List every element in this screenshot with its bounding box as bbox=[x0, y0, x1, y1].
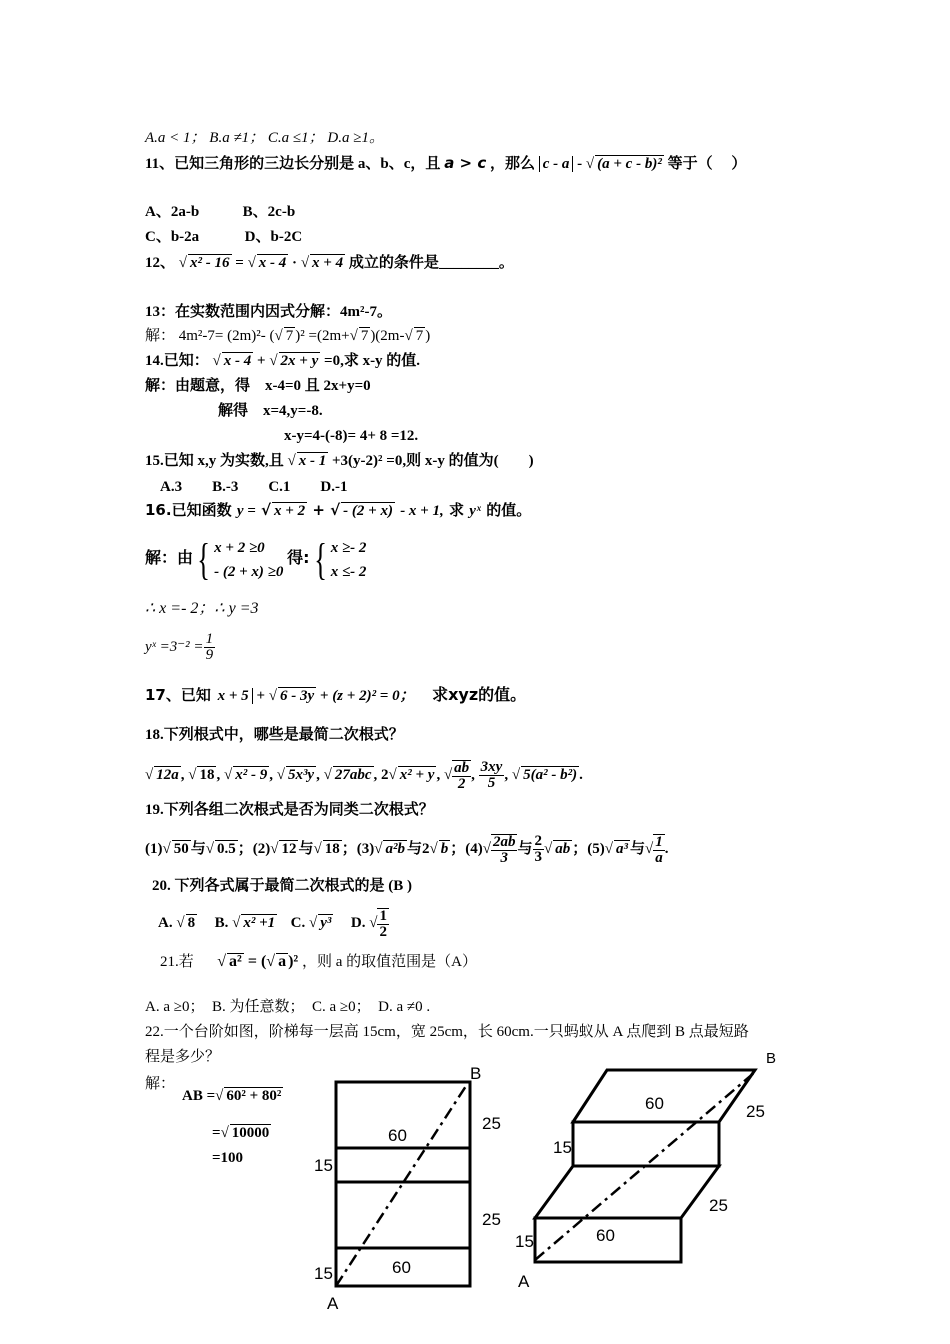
q19-rad-2a: 12 bbox=[281, 841, 297, 857]
q12-rad-2: x - 4 bbox=[258, 255, 287, 271]
right-label-15-top: 15 bbox=[553, 1138, 572, 1157]
q19-sqrt-5b bbox=[645, 841, 653, 857]
q16-therefore: ∴ x =- 2；∴ y =3 bbox=[145, 600, 259, 617]
right-label-b: B bbox=[766, 1050, 777, 1067]
q15-tail: +3(y-2)² =0,则 x-y 的值为( ) bbox=[332, 453, 534, 469]
q18-sqrt-sign-2 bbox=[188, 767, 196, 783]
q13-sol-b: )² =(2m+ bbox=[295, 328, 350, 344]
q18-rad-6: x² + y bbox=[399, 767, 435, 783]
q13-solution bbox=[145, 326, 430, 346]
q17-num: 17、已知 bbox=[145, 686, 211, 704]
q11-mid: ，那么 bbox=[489, 156, 535, 172]
q19-frac-4b-num: 2 bbox=[534, 833, 542, 850]
q18-stem: 18.下列根式中，哪些是最简二次根式？ bbox=[145, 727, 404, 743]
q11-opt-c: C、b-2a bbox=[145, 229, 200, 245]
q13-sqrt-sign-a bbox=[275, 328, 283, 344]
q11-stem: 11、已知三角形的三边长分别是 a、b、c，且 bbox=[145, 156, 441, 172]
q16-derived-2: x ≤- 2 bbox=[330, 563, 367, 580]
q18-sqrt-sign-3 bbox=[224, 767, 232, 783]
q14-num: 14.已知： bbox=[145, 353, 209, 369]
q14-plus: + bbox=[257, 353, 266, 369]
q21-expr bbox=[217, 953, 298, 970]
q19-rad-1b: 0.5 bbox=[216, 841, 236, 857]
q19-rad-1a: 50 bbox=[173, 841, 189, 857]
q22-stem-1: 22.一个台阶如图，阶梯每一层高 15cm，宽 25cm，长 60cm.一只蚂蚁从 A 点爬到 B 点最短路 bbox=[145, 1024, 749, 1040]
q19-sqrt-5a bbox=[605, 841, 613, 857]
q18-radicals: √ 12a , √ 18 , √ x² - 9 , √ 5x³y , √ 27abc , 2√ x² + y , √ $\frac{ab}{2}$ , $\frac{3xy}{5}$ , √ 5(a² - b²) . bbox=[145, 755, 583, 795]
q19-rad-3a: a²b bbox=[385, 841, 405, 857]
q17-ask: 求xyz的值。 bbox=[432, 685, 527, 704]
q17-tail: + (z + 2)² = 0； bbox=[319, 688, 415, 704]
q14-sqrt-sign-1 bbox=[213, 353, 221, 369]
q17-line bbox=[145, 685, 526, 706]
q19-sqrt-1a bbox=[163, 841, 171, 857]
q12-rad-3: x + 4 bbox=[312, 255, 344, 271]
q19-frac-5-num: 1 bbox=[655, 833, 663, 850]
q20-frac-d-den: 2 bbox=[379, 923, 387, 940]
q16-brace-right: { bbox=[313, 534, 327, 584]
q16-res-den: 9 bbox=[205, 647, 214, 664]
q21-rad-1: a² bbox=[229, 953, 242, 970]
q19-yu-5: 与 bbox=[629, 839, 645, 857]
q22-sol-line2 bbox=[212, 1123, 271, 1143]
q12-dot: · bbox=[292, 255, 298, 271]
q19-sqrt-4b bbox=[544, 841, 552, 857]
q18-rad-5: 27abc bbox=[334, 767, 372, 783]
q20-frac-d-num: 1 bbox=[379, 907, 387, 924]
q22-stem-2: 程是多少？ bbox=[145, 1049, 221, 1065]
q17-sqrt-sign bbox=[269, 688, 277, 704]
q15-stem-line bbox=[145, 451, 534, 471]
staircase-diagram-right bbox=[525, 1050, 775, 1280]
q16-func-y: y = bbox=[236, 503, 256, 519]
q15-rad: x - 1 bbox=[298, 453, 327, 469]
q16-get: 得: bbox=[287, 548, 310, 567]
right-label-a: A bbox=[518, 1272, 530, 1291]
q17-abs: x + 5 bbox=[215, 688, 253, 704]
q18-frac-7-den: 2 bbox=[457, 775, 466, 792]
q13-sol-d: ) bbox=[425, 328, 431, 344]
q16-conditions bbox=[214, 536, 283, 584]
q16-res-frac bbox=[204, 632, 216, 663]
left-label-15-top: 15 bbox=[314, 1156, 333, 1175]
q22-sol-label: 解： bbox=[145, 1076, 176, 1092]
q20-sqrt-c bbox=[309, 915, 317, 931]
q12-eq: = bbox=[235, 255, 244, 271]
left-label-25-bottom: 25 bbox=[482, 1210, 501, 1229]
q16-ask: 求 bbox=[448, 501, 464, 519]
q19-frac-4a-num: 2ab bbox=[492, 833, 516, 850]
q22-rad-2: 10000 bbox=[231, 1125, 270, 1141]
q21-tail: ，则 a 的取值范围是（A） bbox=[301, 954, 477, 970]
q19-frac-5-den: a bbox=[655, 849, 663, 866]
q22-sol-line1 bbox=[182, 1086, 283, 1106]
q20-frac-d bbox=[377, 908, 389, 940]
q20-stem: 20. 下列各式属于最简二次根式的是 (B ) bbox=[152, 878, 412, 894]
q14-sqrt-sign-2 bbox=[269, 353, 277, 369]
q19-frac-4a bbox=[491, 834, 518, 866]
q21-rad-2: a bbox=[278, 953, 287, 970]
q19-stem: 19.下列各组二次根式是否为同类二次根式？ bbox=[145, 802, 434, 818]
q19-frac-4b bbox=[533, 834, 545, 865]
q19-p3: (3) bbox=[356, 841, 375, 857]
q18-frac-7 bbox=[452, 760, 471, 792]
q20-sqrt-a bbox=[176, 915, 184, 931]
q19-sqrt-4a bbox=[483, 841, 491, 857]
q19-frac-4a-den: 3 bbox=[500, 849, 508, 866]
q19-sep-2: ； bbox=[341, 841, 357, 857]
q18-rad-9: 5(a² - b²) bbox=[523, 767, 578, 783]
q11-stem-line bbox=[145, 153, 746, 174]
q11-options-ab bbox=[145, 202, 295, 222]
q20-rad-a: 8 bbox=[187, 915, 196, 931]
left-label-a: A bbox=[327, 1294, 339, 1313]
q20-opt-d: D. bbox=[350, 915, 366, 931]
q14-rad-1: x - 4 bbox=[223, 353, 252, 369]
q12-sqrt-sign-2 bbox=[248, 255, 256, 271]
q14-rad-2: 2x + y bbox=[280, 353, 319, 369]
q21-options: A. a ≥0； B. 为任意数； C. a ≥0； D. a ≠0 . bbox=[145, 999, 431, 1015]
q13-rad-c: 7 bbox=[415, 328, 424, 344]
q13-sqrt-sign-b bbox=[350, 328, 358, 344]
q21-num: 21.若 bbox=[160, 954, 194, 970]
q11-minus: - bbox=[577, 156, 583, 172]
q12-num: 12、 bbox=[145, 255, 176, 271]
q13-sol-c: )(2m- bbox=[370, 328, 405, 344]
q16-func-tail: - x + 1, bbox=[400, 503, 444, 519]
q17-rad: 6 - 3y bbox=[279, 688, 315, 704]
q19-end: . bbox=[664, 841, 669, 857]
q22-sqrt-1 bbox=[215, 1088, 223, 1104]
q19-coef-3: 2 bbox=[422, 841, 430, 857]
q18-frac-7-num: ab bbox=[454, 759, 470, 776]
q11-opt-a: A、2a-b bbox=[145, 204, 200, 220]
q19-rad-3b: b bbox=[440, 841, 449, 857]
q19-sqrt-3a bbox=[374, 841, 382, 857]
q16-brace-left: { bbox=[197, 534, 210, 584]
q22-sol-line3: =100 bbox=[212, 1150, 244, 1166]
right-label-60-top: 60 bbox=[645, 1094, 664, 1113]
q16-rad-1: x + 2 bbox=[274, 503, 306, 519]
q18-sqrt-sign-6 bbox=[389, 767, 397, 783]
q15-sqrt-sign bbox=[288, 453, 296, 469]
q14-stem-line bbox=[145, 351, 420, 371]
left-label-b: B bbox=[470, 1064, 482, 1083]
q19-yu-2: 与 bbox=[298, 839, 314, 857]
q22-ab: AB = bbox=[182, 1088, 216, 1104]
q22-eq2: = bbox=[212, 1125, 221, 1141]
q19-p5: (5) bbox=[587, 841, 605, 857]
q16-plus: + bbox=[312, 501, 325, 519]
q16-res-num: 1 bbox=[205, 631, 214, 648]
q16-stem: 16.已知函数 bbox=[145, 501, 232, 519]
q19-rad-2b: 18 bbox=[324, 841, 340, 857]
staircase-diagram-left bbox=[300, 1060, 520, 1320]
q19-frac-4b-den: 3 bbox=[534, 849, 542, 866]
q11-sqrt-sign bbox=[586, 156, 594, 172]
q15-stem: 15.已知 x,y 为实数,且 bbox=[145, 453, 284, 469]
q16-solution-system bbox=[145, 534, 366, 584]
q13-stem: 13：在实数范围内因式分解：4m²-7。 bbox=[145, 304, 392, 320]
left-label-25-top: 25 bbox=[482, 1114, 501, 1133]
q20-options bbox=[158, 903, 389, 943]
q19-sqrt-3b bbox=[430, 841, 438, 857]
q18-frac-8 bbox=[479, 760, 505, 791]
q18-sqrt-sign-9 bbox=[512, 767, 520, 783]
q18-sqrt-sign-7 bbox=[444, 767, 452, 783]
q22-sqrt-2 bbox=[221, 1125, 229, 1141]
q19-p1: (1) bbox=[145, 841, 163, 857]
q11-tail: 等于（ ） bbox=[667, 156, 747, 172]
q11-abs: c - a bbox=[539, 156, 574, 172]
right-label-60-bottom: 60 bbox=[596, 1226, 615, 1245]
q12-sqrt-sign-1 bbox=[179, 255, 187, 271]
q13-sqrt-sign-c bbox=[404, 328, 412, 344]
q16-result bbox=[145, 628, 215, 666]
q18-frac-8-den: 5 bbox=[487, 775, 496, 792]
q19-sqrt-2b bbox=[314, 841, 322, 857]
q21-close: )² bbox=[288, 953, 299, 970]
q14-tail: =0,求 x-y 的值. bbox=[324, 353, 421, 369]
q19-p4: (4) bbox=[465, 841, 483, 857]
q11-opt-d: D、b-2C bbox=[244, 229, 303, 245]
q11-opt-b: B、2c-b bbox=[242, 204, 296, 220]
right-label-25-top: 25 bbox=[746, 1102, 765, 1121]
q16-sqrt-sign-2 bbox=[330, 501, 340, 519]
q18-rad-3: x² - 9 bbox=[235, 767, 268, 783]
q16-derived-1: x ≥- 2 bbox=[330, 539, 367, 556]
q18-sqrt-sign-1 bbox=[145, 767, 153, 783]
q13-sol-a: 解： 4m²-7= (2m)²- ( bbox=[145, 328, 275, 344]
q11-cond: a > c bbox=[444, 154, 487, 172]
q20-opt-c: C. bbox=[290, 915, 306, 931]
right-label-15-bottom: 15 bbox=[515, 1232, 534, 1251]
q13-rad-b: 7 bbox=[360, 328, 369, 344]
q17-plus: + bbox=[256, 688, 265, 704]
q16-ask-tail: 的值。 bbox=[486, 501, 532, 519]
q19-sep-1: ； bbox=[237, 841, 253, 857]
q16-yx: yˣ bbox=[469, 503, 481, 519]
q18-end: . bbox=[579, 767, 583, 783]
q19-yu-3: 与 bbox=[406, 839, 422, 857]
q20-rad-c: y³ bbox=[320, 915, 332, 931]
right-upper-riser bbox=[573, 1122, 719, 1166]
q16-sol-label: 解：由 bbox=[145, 548, 194, 567]
q12-line bbox=[145, 253, 514, 273]
q21-eq: = ( bbox=[247, 953, 267, 970]
q21-sqrt-2 bbox=[266, 953, 275, 970]
left-label-60-bottom: 60 bbox=[392, 1258, 411, 1277]
q10-options: A.a < 1； B.a ≠1； C.a ≤1； D.a ≥1。 bbox=[145, 130, 384, 146]
q18-coef-6: 2 bbox=[381, 767, 389, 783]
q16-sqrt-sign-1 bbox=[261, 501, 271, 519]
q18-sqrt-sign-5 bbox=[324, 767, 332, 783]
q18-sqrt-sign-4 bbox=[277, 767, 285, 783]
q19-sqrt-2a bbox=[270, 841, 278, 857]
q16-stem-line bbox=[145, 500, 531, 521]
right-label-25-bottom: 25 bbox=[709, 1196, 728, 1215]
left-label-15-bottom: 15 bbox=[314, 1264, 333, 1283]
q16-cond-1: x + 2 ≥0 bbox=[214, 539, 265, 556]
q19-frac-5 bbox=[653, 834, 665, 866]
q12-sqrt-sign-3 bbox=[301, 255, 309, 271]
q18-rad-1: 12a bbox=[156, 767, 179, 783]
q21-stem-line bbox=[160, 948, 477, 976]
q16-cond-2: - (2 + x) ≥0 bbox=[214, 563, 284, 580]
q19-yu-1: 与 bbox=[190, 839, 206, 857]
q12-rad-1: x² - 16 bbox=[190, 255, 230, 271]
q19-rad-5a: a³ bbox=[615, 841, 628, 857]
left-label-60-top: 60 bbox=[388, 1126, 407, 1145]
q15-options: A.3 B.-3 C.1 D.-1 bbox=[160, 479, 348, 495]
q14-sol-line2: 解得 x=4,y=-8. bbox=[218, 403, 323, 419]
q13-rad-a: 7 bbox=[285, 328, 294, 344]
q11-options-cd bbox=[145, 227, 302, 247]
q19-rad-4b: ab bbox=[555, 841, 571, 857]
q19-sep-4: ； bbox=[572, 841, 588, 857]
right-lower-tread bbox=[535, 1166, 719, 1218]
q14-sol-line3: x-y=4-(-8)= 4+ 8 =12. bbox=[284, 428, 419, 444]
q20-opt-a: A. bbox=[158, 915, 173, 931]
q11-rad: (a + c - b)² bbox=[597, 156, 662, 172]
q16-derived bbox=[331, 536, 367, 584]
q20-opt-b: B. bbox=[214, 915, 229, 931]
q19-groups bbox=[145, 826, 668, 871]
q18-frac-8-num: 3xy bbox=[480, 759, 503, 776]
q20-sqrt-d bbox=[369, 915, 377, 931]
q12-tail: 成立的条件是________。 bbox=[348, 255, 514, 271]
left-path-line bbox=[336, 1086, 466, 1286]
q14-sol-line1: 解：由题意，得 x-4=0 且 2x+y=0 bbox=[145, 378, 371, 394]
q19-sqrt-1b bbox=[206, 841, 214, 857]
q19-yu-4: 与 bbox=[517, 839, 533, 857]
q19-p2: (2) bbox=[252, 841, 271, 857]
q16-rad-2: - (2 + x) bbox=[343, 503, 393, 519]
q19-sep-3: ； bbox=[450, 841, 466, 857]
q20-sqrt-b bbox=[232, 915, 240, 931]
q18-rad-2: 18 bbox=[199, 767, 215, 783]
q20-rad-b: x² +1 bbox=[243, 915, 276, 931]
q22-rad-1: 60² + 80² bbox=[226, 1088, 282, 1104]
q21-sqrt-1 bbox=[217, 953, 226, 970]
q18-rad-4: 5x³y bbox=[287, 767, 315, 783]
q16-res-left: yˣ =3⁻² = bbox=[145, 639, 204, 655]
